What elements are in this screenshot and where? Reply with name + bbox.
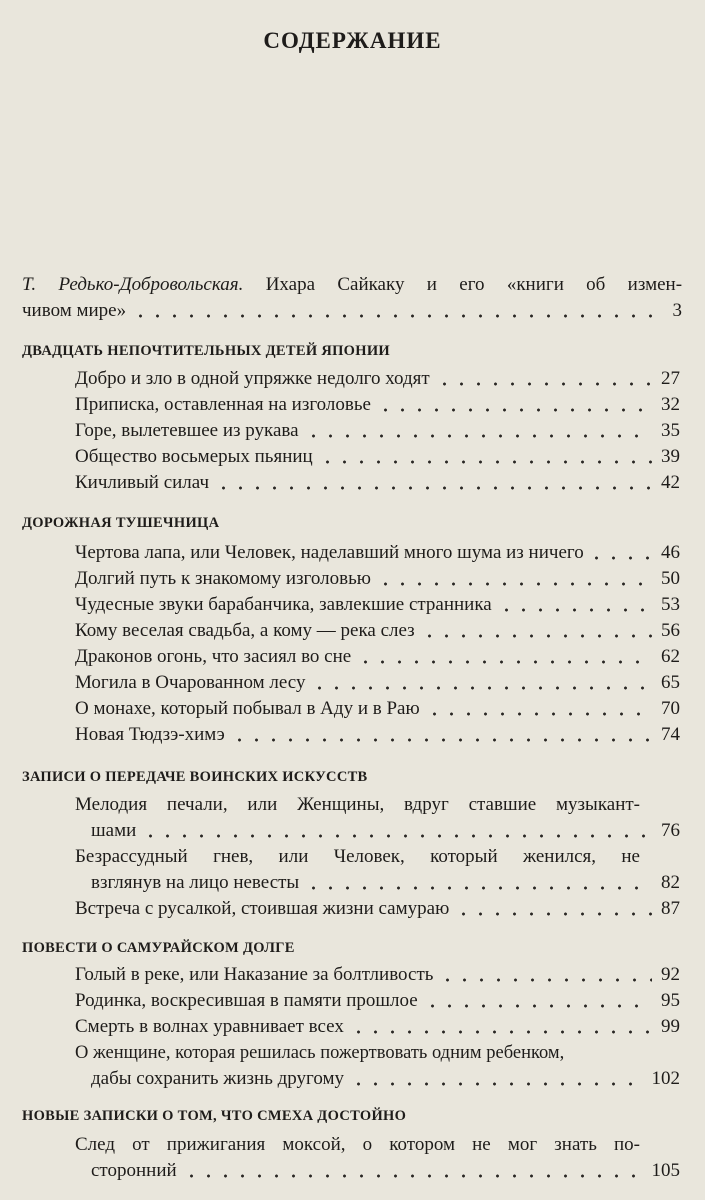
leader-dots	[357, 660, 652, 664]
entry-page-number: 92	[661, 964, 680, 985]
leader-dots	[426, 712, 652, 716]
leader-dots	[183, 1174, 646, 1178]
entry-title: Могила в Очарованном лесу	[75, 672, 306, 693]
entry-page-number: 53	[661, 594, 680, 615]
entry-page-number: 87	[661, 898, 680, 919]
entry-title: Кому веселая свадьба, а кому — река слез	[75, 620, 415, 641]
intro-title-line2: чивом мире»	[22, 300, 127, 321]
entry-title-line1: Мелодия печали, или Женщины, вдруг ставшие музыкант-	[75, 794, 640, 815]
toc-entry	[75, 418, 680, 444]
entry-page-number: 35	[661, 420, 680, 441]
entry-page-number: 70	[661, 698, 680, 719]
toc-entry	[75, 470, 680, 496]
entry-title: Родинка, воскресившая в памяти прошлое	[75, 990, 418, 1011]
entry-title-line2: дабы сохранить жизнь другому	[91, 1068, 345, 1089]
entry-title-line2: сторонний	[91, 1160, 177, 1181]
section-title: ДВАДЦАТЬ НЕПОЧТИТЕЛЬНЫХ ДЕТЕЙ ЯПОНИИ	[22, 343, 390, 359]
page-title: СОДЕРЖАНИЕ	[263, 28, 442, 53]
entry-page-number: 95	[661, 990, 680, 1011]
toc-entry-line2	[91, 818, 680, 844]
section-title: ЗАПИСИ О ПЕРЕДАЧЕ ВОИНСКИХ ИСКУССТВ	[22, 769, 368, 785]
entry-title-line1: След от прижигания моксой, о котором не мог знать по-	[75, 1134, 640, 1155]
toc-entry-line2	[91, 1158, 680, 1184]
entry-page-number: 99	[661, 1016, 680, 1037]
entry-title: Приписка, оставленная на изголовье	[75, 394, 371, 415]
entry-page-number: 32	[661, 394, 680, 415]
leader-dots	[436, 382, 652, 386]
toc-entry	[75, 722, 680, 748]
entry-title: Голый в реке, или Наказание за болтливость	[75, 964, 434, 985]
leader-dots	[377, 582, 652, 586]
toc-entry-line2	[91, 1066, 680, 1092]
entry-title: Встреча с русалкой, стоившая жизни самураю	[75, 898, 450, 919]
entry-title: Смерть в волнах уравнивает всех	[75, 1016, 344, 1037]
entry-page-number: 50	[661, 568, 680, 589]
entry-page-number: 76	[661, 820, 680, 841]
entry-page-number: 82	[661, 872, 680, 893]
entry-title-line1: О женщине, которая решилась пожертвовать одним ребенком,	[75, 1043, 565, 1063]
entry-title-line2: шами	[91, 820, 137, 841]
leader-dots	[498, 608, 652, 612]
leader-dots	[319, 460, 652, 464]
toc-entry-line1	[75, 792, 640, 818]
entry-page-number: 56	[661, 620, 680, 641]
entry-page-number: 102	[651, 1068, 680, 1089]
toc-entry-line1	[75, 844, 640, 870]
leader-dots	[455, 912, 652, 916]
entry-page-number: 65	[661, 672, 680, 693]
toc-entry	[75, 592, 680, 618]
section-title: ДОРОЖНАЯ ТУШЕЧНИЦА	[22, 515, 220, 531]
entry-title: Долгий путь к знакомому изголовью	[75, 568, 371, 589]
entry-title-line1: Безрассудный гнев, или Человек, который женился, не	[75, 846, 640, 867]
leader-dots	[311, 686, 652, 690]
section-title: НОВЫЕ ЗАПИСКИ О ТОМ, ЧТО СМЕХА ДОСТОЙНО	[22, 1108, 407, 1124]
leader-dots	[132, 314, 654, 318]
entry-title: Драконов огонь, что засиял во сне	[75, 646, 352, 667]
leader-dots	[231, 738, 652, 742]
toc-entry	[75, 962, 680, 988]
leader-dots	[142, 834, 652, 838]
entry-page-number: 46	[661, 542, 680, 563]
entry-title: Горе, вылетевшее из рукава	[75, 420, 299, 441]
leader-dots	[350, 1030, 652, 1034]
intro-author: Т. Редько-Добровольская.	[22, 274, 244, 295]
entry-page-number: 62	[661, 646, 680, 667]
toc-entry	[75, 618, 680, 644]
entry-title: Чертова лапа, или Человек, наделавший много шума из ничего	[75, 542, 584, 563]
toc-entry-line2	[91, 870, 680, 896]
entry-page-number: 105	[651, 1160, 680, 1181]
intro-entry-line1	[22, 272, 682, 298]
intro-entry-line2	[22, 298, 682, 324]
toc-entry	[75, 392, 680, 418]
toc-entry	[75, 444, 680, 470]
entry-title: О монахе, который побывал в Аду и в Раю	[75, 698, 420, 719]
leader-dots	[305, 886, 652, 890]
toc-entry	[75, 540, 680, 566]
leader-dots	[377, 408, 652, 412]
entry-title: Чудесные звуки барабанчика, завлекшие странника	[75, 594, 492, 615]
entry-page-number: 74	[661, 724, 680, 745]
leader-dots	[305, 434, 652, 438]
entry-title-line2: взглянув на лицо невесты	[91, 872, 300, 893]
toc-entry	[75, 988, 680, 1014]
section-title: ПОВЕСТИ О САМУРАЙСКОМ ДОЛГЕ	[22, 940, 295, 956]
leader-dots	[424, 1004, 652, 1008]
leader-dots	[215, 486, 652, 490]
toc-entry-line1	[75, 1132, 640, 1158]
toc-entry	[75, 670, 680, 696]
entry-title: Добро и зло в одной упряжке недолго ходят	[75, 368, 430, 389]
toc-entry-line1	[75, 1040, 640, 1066]
toc-entry	[75, 644, 680, 670]
toc-entry	[75, 566, 680, 592]
intro-page-number: 3	[672, 300, 682, 321]
entry-title: Новая Тюдзэ-химэ	[75, 724, 225, 745]
leader-dots	[421, 634, 652, 638]
entry-title: Общество восьмерых пьяниц	[75, 446, 313, 467]
entry-page-number: 42	[661, 472, 680, 493]
toc-entry	[75, 896, 680, 922]
toc-entry	[75, 1014, 680, 1040]
leader-dots	[350, 1082, 645, 1086]
toc-entry	[75, 366, 680, 392]
entry-page-number: 27	[661, 368, 680, 389]
toc-entry	[75, 696, 680, 722]
entry-page-number: 39	[661, 446, 680, 467]
leader-dots	[439, 978, 652, 982]
leader-dots	[588, 556, 654, 560]
entry-title: Кичливый силач	[75, 472, 210, 493]
intro-title-line1: Ихара Сайкаку и его «книги об измен-	[265, 274, 683, 295]
